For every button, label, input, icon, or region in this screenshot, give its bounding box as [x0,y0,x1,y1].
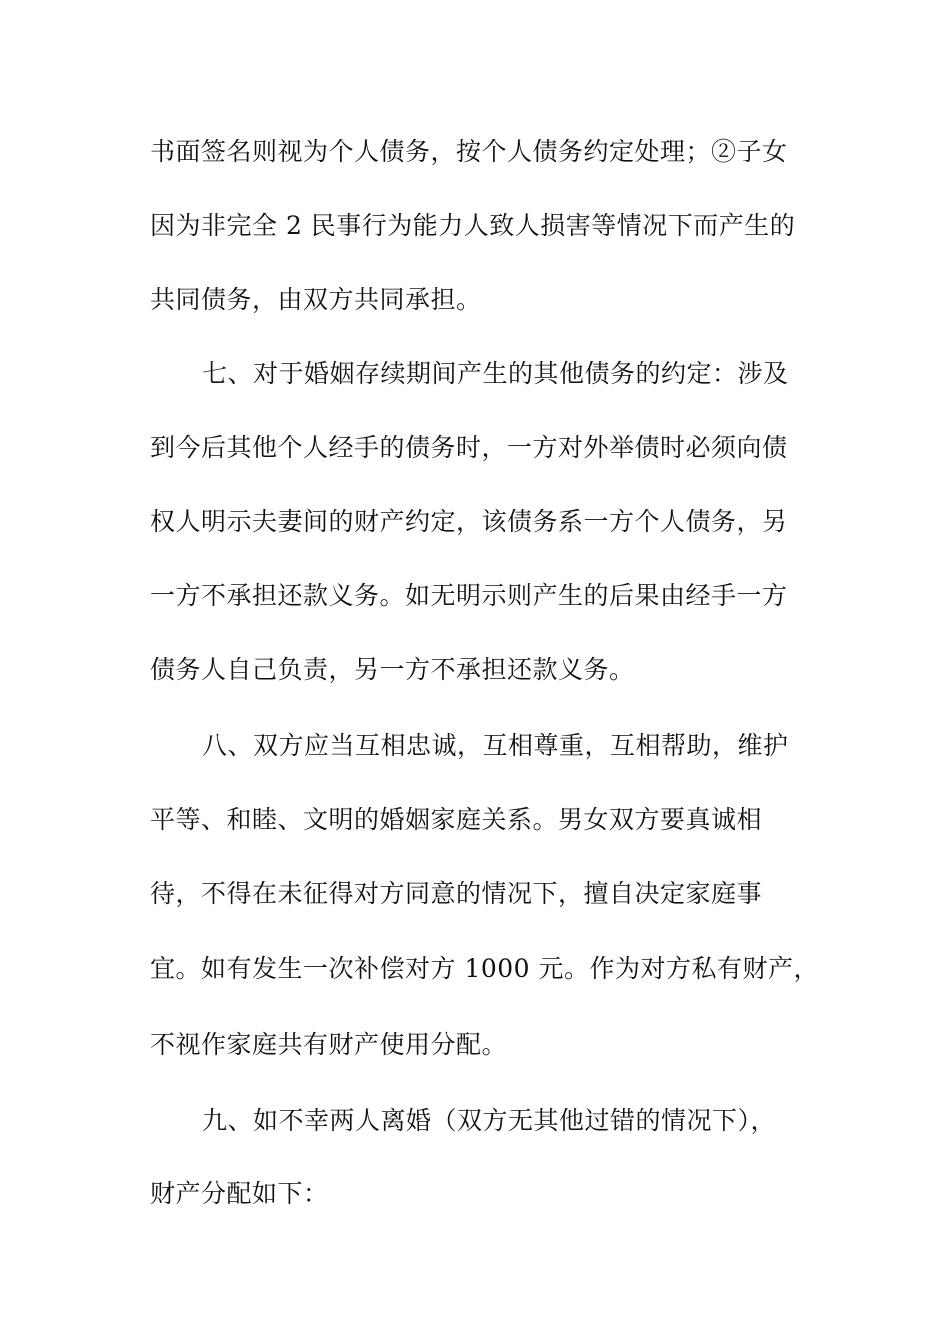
text-line: 债务人自己负责，另一方不承担还款义务。 [150,655,635,684]
text-line: 待，不得在未征得对方同意的情况下，擅自决定家庭事 [150,879,763,908]
text-line: 不视作家庭共有财产使用分配。 [150,1030,508,1059]
text-line: 一方不承担还款义务。如无明示则产生的后果由经手一方 [150,581,788,610]
text-line: 权人明示夫妻间的财产约定，该债务系一方个人债务，另 [150,507,788,536]
text-line: 到今后其他个人经手的债务时，一方对外举债时必须向债 [150,433,788,462]
text-line: 平等、和睦、文明的婚姻家庭关系。男女双方要真诚相 [150,805,763,834]
clause-seven-heading-line: 七、对于婚姻存续期间产生的其他债务的约定：涉及 [202,359,789,388]
text-line: 财产分配如下： [150,1179,329,1208]
clause-nine-heading-line: 九、如不幸两人离婚（双方无其他过错的情况下）， [202,1106,777,1135]
text-line: 书面签名则视为个人债务，按个人债务约定处理；②子女 [150,137,788,166]
text-line: 共同债务，由双方共同承担。 [150,285,482,314]
text-line: 因为非完全 2 民事行为能力人致人损害等情况下而产生的 [150,211,796,240]
text-line: 宜。如有发生一次补偿对方 1000 元。作为对方私有财产， [150,954,820,983]
clause-eight-heading-line: 八、双方应当互相忠诚，互相尊重，互相帮助，维护 [202,731,789,760]
